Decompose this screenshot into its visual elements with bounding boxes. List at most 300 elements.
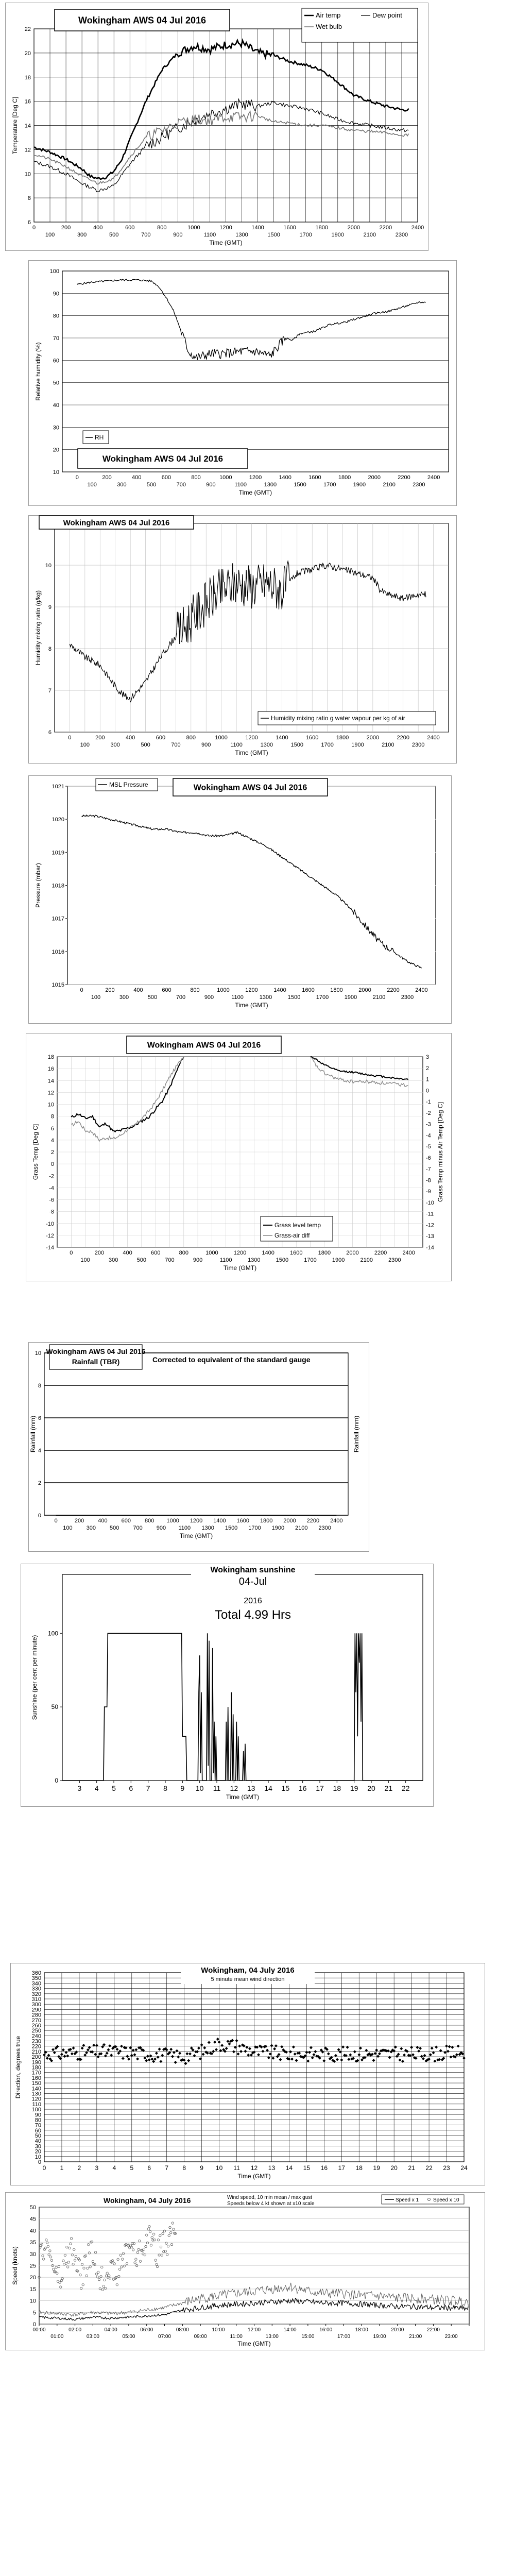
x-tick-label: 2300: [388, 1257, 401, 1263]
pressure-chart-panel: [28, 775, 452, 1024]
x-tick-label: 900: [156, 1525, 166, 1531]
y-tick-label: 250: [31, 2028, 41, 2035]
x-tick-label: 500: [109, 1525, 119, 1531]
x-tick-label: 1500: [290, 742, 304, 748]
x-axis-label: Time (GMT): [235, 749, 268, 756]
x-tick-label: 1500: [287, 994, 301, 1001]
x-tick-label: 2300: [411, 742, 425, 748]
y-axis-label: Rainfall (mm): [29, 1415, 37, 1453]
x-tick-label: 1700: [248, 1525, 261, 1531]
y-tick-label: 30: [29, 2251, 36, 2258]
x-tick-label: 2000: [366, 735, 380, 741]
grass-temp-chart: [26, 1033, 451, 1281]
x-axis-label: Time (GMT): [238, 489, 272, 496]
x-tick-label: 4: [112, 2164, 116, 2172]
y-tick-label: 100: [47, 1630, 58, 1637]
x-tick-label: 1800: [336, 735, 349, 741]
y-tick-label: 16: [24, 98, 31, 105]
x-tick-label: 1500: [276, 1257, 289, 1263]
x-tick-label: 14: [264, 1784, 272, 1792]
plot-frame: [44, 1353, 348, 1515]
chart-note: Speeds below 4 kt shown at x10 scale: [227, 2201, 315, 2207]
x-tick-label: 21: [408, 2164, 415, 2172]
x-tick-label: 200: [74, 1518, 84, 1524]
x-tick-label: 20:00: [391, 2327, 404, 2333]
x-tick-label: 100: [91, 994, 101, 1001]
x-tick-label: 19:00: [373, 2334, 386, 2340]
y-tick-label: 12: [24, 147, 31, 154]
y-tick-label: 25: [29, 2263, 36, 2269]
x-tick-label: 500: [141, 742, 150, 748]
x-tick-label: 1400: [273, 987, 286, 993]
plot-frame: [62, 1574, 423, 1781]
x-tick-label: 10: [195, 1784, 204, 1792]
y-tick-label: 270: [31, 2017, 41, 2024]
x-tick-label: 04:00: [104, 2327, 117, 2333]
chart-title: Wokingham AWS 04 Jul 2016: [193, 783, 307, 792]
x-tick-label: 2400: [427, 474, 440, 481]
x-tick-label: 1300: [248, 1257, 261, 1263]
y-tick-label: -6: [49, 1197, 54, 1204]
y2-tick-label: -1: [426, 1099, 431, 1106]
y-tick-label: 120: [31, 2096, 41, 2103]
y-tick-label: -4: [49, 1185, 54, 1192]
y-tick-label: 70: [35, 2122, 41, 2129]
x-tick-label: 1800: [318, 1250, 331, 1256]
x-tick-label: 1200: [245, 735, 258, 741]
rainfall-chart-panel: [28, 1342, 369, 1552]
x-axis-label: Time (GMT): [237, 2173, 271, 2180]
y-tick-label: 260: [31, 2022, 41, 2029]
x-tick-label: 9: [180, 1784, 185, 1792]
y-tick-label: 6: [27, 219, 31, 226]
y-tick-label: 40: [53, 402, 59, 409]
x-tick-label: 300: [86, 1525, 96, 1531]
y2-tick-label: -11: [426, 1211, 434, 1217]
x-tick-label: 00:00: [32, 2327, 46, 2333]
x-tick-label: 9: [200, 2164, 203, 2172]
x-tick-label: 1900: [351, 742, 364, 748]
x-axis-label: Time (GMT): [223, 1264, 257, 1272]
legend-label: Grass level temp: [274, 1222, 321, 1229]
x-tick-label: 22: [425, 2164, 433, 2172]
x-tick-label: 2100: [372, 994, 386, 1001]
y-tick-label: 4: [50, 1137, 54, 1144]
x-tick-label: 700: [171, 742, 181, 748]
x-tick-label: 500: [136, 1257, 147, 1263]
x-tick-label: 1600: [302, 987, 315, 993]
x-tick-label: 2200: [397, 735, 409, 741]
x-axis-label: Time (GMT): [226, 1793, 260, 1801]
x-tick-label: 2: [77, 2164, 81, 2172]
y-tick-label: 1017: [52, 916, 64, 922]
x-tick-label: 2000: [358, 987, 371, 993]
y-tick-label: 20: [35, 2148, 41, 2155]
x-tick-label: 1800: [338, 474, 351, 481]
legend-label: Grass-air diff: [274, 1232, 310, 1239]
x-tick-label: 1100: [234, 482, 247, 488]
x-tick-label: 8: [182, 2164, 186, 2172]
x-tick-label: 700: [176, 994, 186, 1001]
y-tick-label: 6: [50, 1125, 54, 1132]
y-tick-label: 0: [50, 1161, 54, 1168]
x-tick-label: 1600: [236, 1518, 250, 1524]
chart-title: Wokingham, 04 July 2016: [104, 2196, 191, 2205]
x-tick-label: 20: [390, 2164, 398, 2172]
x-tick-label: 2400: [330, 1518, 343, 1524]
y-tick-label: 110: [32, 2101, 41, 2108]
x-tick-label: 16: [320, 2164, 328, 2172]
x-tick-label: 600: [161, 474, 171, 481]
x-tick-label: 2100: [383, 482, 396, 488]
y-axis-label: Humidity mixing ratio (g/kg): [35, 590, 42, 666]
y2-tick-label: -6: [426, 1155, 431, 1161]
x-tick-label: 400: [98, 1518, 108, 1524]
y-tick-label: 100: [31, 2107, 41, 2113]
x-tick-label: 200: [61, 225, 71, 231]
x-tick-label: 2400: [415, 987, 428, 993]
x-tick-label: 100: [80, 1257, 90, 1263]
y-tick-label: 330: [31, 1986, 41, 1992]
x-tick-label: 03:00: [86, 2334, 99, 2340]
x-tick-label: 11: [233, 2164, 240, 2172]
x-tick-label: 600: [150, 1250, 161, 1256]
x-tick-label: 2200: [306, 1518, 320, 1524]
y-tick-label: 10: [53, 469, 59, 476]
y-tick-label: 1019: [52, 850, 64, 856]
x-tick-label: 12: [250, 2164, 258, 2172]
y-tick-label: 70: [53, 335, 59, 342]
x-tick-label: 12: [230, 1784, 238, 1792]
x-tick-label: 400: [93, 225, 103, 231]
x-tick-label: 1900: [344, 994, 357, 1001]
x-tick-label: 600: [121, 1518, 131, 1524]
x-tick-label: 2400: [411, 225, 424, 231]
x-tick-label: 300: [117, 482, 127, 488]
y-tick-label: 310: [31, 1996, 41, 2003]
y-tick-label: 210: [31, 2048, 41, 2055]
x-tick-label: 300: [119, 994, 129, 1001]
x-tick-label: 1100: [219, 1257, 232, 1263]
temperature-chart-panel: [5, 3, 428, 251]
y2-tick-label: -4: [426, 1132, 431, 1139]
y-axis-label: Relative humidity (%): [35, 342, 42, 401]
y-tick-label: 8: [48, 646, 52, 652]
y2-tick-label: 3: [426, 1054, 430, 1060]
x-tick-label: 2300: [395, 232, 408, 238]
x-tick-label: 0: [68, 735, 72, 741]
x-tick-label: 1000: [205, 1250, 218, 1256]
y-tick-label: 0: [38, 1513, 41, 1519]
year-label: 2016: [244, 1597, 262, 1605]
y-tick-label: 50: [29, 2205, 36, 2211]
x-tick-label: 1000: [219, 474, 232, 481]
y-tick-label: 90: [53, 291, 59, 297]
x-tick-label: 21:00: [409, 2334, 422, 2340]
x-tick-label: 2400: [402, 1250, 415, 1256]
x-tick-label: 1000: [217, 987, 230, 993]
x-tick-label: 400: [125, 735, 135, 741]
x-tick-label: 200: [94, 1250, 105, 1256]
x-tick-label: 300: [110, 742, 120, 748]
x-tick-label: 100: [87, 482, 97, 488]
x-tick-label: 1500: [267, 232, 280, 238]
y-tick-label: 290: [31, 2007, 41, 2013]
y2-tick-label: -7: [426, 1166, 431, 1173]
y-tick-label: 190: [31, 2059, 41, 2066]
x-tick-label: 2300: [401, 994, 414, 1001]
humidity-chart: [29, 261, 456, 505]
y-tick-label: -8: [49, 1209, 54, 1215]
y-tick-label: 200: [31, 2054, 41, 2061]
rainfall-chart: [29, 1343, 369, 1551]
y-tick-label: 10: [35, 2154, 41, 2160]
y-tick-label: 180: [31, 2064, 41, 2071]
x-tick-label: 1400: [262, 1250, 274, 1256]
humidity-chart-panel: [28, 260, 457, 506]
x-tick-label: 0: [80, 987, 83, 993]
y-tick-label: 360: [31, 1970, 41, 1976]
mixing-ratio-chart-panel: [28, 515, 457, 764]
x-tick-label: 21: [384, 1784, 393, 1792]
y-tick-label: 160: [31, 2075, 41, 2081]
y-tick-label: 1020: [52, 817, 64, 823]
y-tick-label: 140: [31, 2086, 41, 2092]
x-tick-label: 1600: [289, 1250, 303, 1256]
y-axis-label: Rainfall (mm): [353, 1415, 360, 1453]
x-tick-label: 900: [173, 232, 183, 238]
x-tick-label: 06:00: [140, 2327, 153, 2333]
x-tick-label: 1800: [315, 225, 328, 231]
y-tick-label: 6: [38, 1415, 41, 1421]
x-tick-label: 300: [77, 232, 87, 238]
y-tick-label: 20: [29, 2275, 36, 2281]
y2-tick-label: -2: [426, 1110, 431, 1116]
x-tick-label: 1300: [260, 742, 273, 748]
x-tick-label: 13:00: [265, 2334, 279, 2340]
x-tick-label: 800: [190, 987, 200, 993]
x-tick-label: 2100: [363, 232, 376, 238]
x-tick-label: 2200: [398, 474, 410, 481]
y2-tick-label: -13: [426, 1233, 434, 1240]
x-tick-label: 500: [109, 232, 119, 238]
y-tick-label: 50: [35, 2133, 41, 2140]
y-tick-label: 130: [31, 2091, 41, 2097]
legend-label: Air temp: [316, 11, 341, 19]
y-axis-label: Sunshine (per cent per minute): [31, 1635, 38, 1720]
y-tick-label: 220: [31, 2043, 41, 2050]
x-tick-label: 1600: [308, 474, 321, 481]
y-tick-label: 90: [35, 2112, 41, 2119]
y-tick-label: 14: [47, 1078, 54, 1084]
y-axis-label: Grass Temp [Deg C]: [32, 1124, 39, 1180]
x-tick-label: 900: [201, 742, 211, 748]
x-tick-label: 2100: [382, 742, 394, 748]
wind-direction-chart-panel: [10, 1963, 485, 2185]
y-tick-label: 230: [31, 2038, 41, 2045]
x-tick-label: 700: [141, 232, 151, 238]
x-tick-label: 2300: [413, 482, 425, 488]
y-tick-label: 12: [47, 1090, 54, 1096]
x-tick-label: 19: [350, 1784, 358, 1792]
x-tick-label: 700: [176, 482, 186, 488]
x-tick-label: 1700: [323, 482, 336, 488]
x-tick-label: 1400: [213, 1518, 226, 1524]
x-tick-label: 02:00: [68, 2327, 82, 2333]
y-tick-label: 10: [29, 2298, 36, 2304]
grass-temp-chart-panel: [26, 1033, 452, 1281]
y-tick-label: 2: [38, 1480, 41, 1486]
x-tick-label: 1600: [305, 735, 319, 741]
temperature-chart: [6, 3, 428, 250]
y-tick-label: 18: [24, 74, 31, 81]
legend-label: Speed x 10: [433, 2197, 459, 2203]
chart-title: Wokingham AWS 04 Jul 2016: [102, 454, 224, 464]
y-axis-label: Temperature [Deg C]: [11, 96, 19, 155]
y-tick-label: 240: [31, 2033, 41, 2040]
y-tick-label: 10: [47, 1101, 54, 1108]
x-tick-label: 2200: [379, 225, 392, 231]
sunshine-chart: [21, 1564, 433, 1806]
y-tick-label: 30: [35, 2143, 41, 2150]
y-tick-label: 60: [35, 2127, 41, 2134]
x-tick-label: 1700: [316, 994, 329, 1001]
y-tick-label: -14: [46, 1245, 54, 1251]
pressure-chart: [29, 776, 451, 1023]
chart-title: Wokingham AWS 04 Jul 2016: [63, 518, 170, 528]
y-tick-label: 60: [53, 358, 59, 364]
x-tick-label: 800: [179, 1250, 188, 1256]
x-tick-label: 1300: [201, 1525, 214, 1531]
x-tick-label: 2400: [427, 735, 440, 741]
x-tick-label: 0: [54, 1518, 58, 1524]
x-tick-label: 100: [80, 742, 90, 748]
y-tick-label: 2: [50, 1149, 54, 1156]
y-tick-label: 280: [31, 2012, 41, 2019]
x-tick-label: 800: [145, 1518, 154, 1524]
x-tick-label: 1100: [230, 742, 243, 748]
chart-subtitle: Rainfall (TBR): [72, 1358, 120, 1366]
x-axis-label: Time (GMT): [179, 1532, 213, 1539]
x-tick-label: 7: [165, 2164, 169, 2172]
x-tick-label: 18: [355, 2164, 363, 2172]
x-tick-label: 2200: [387, 987, 400, 993]
x-tick-label: 09:00: [194, 2334, 207, 2340]
x-tick-label: 6: [147, 2164, 151, 2172]
x-tick-label: 1000: [187, 225, 200, 231]
chart-title: Wokingham sunshine: [210, 1566, 296, 1574]
legend-label: MSL Pressure: [109, 781, 148, 788]
x-tick-label: 600: [156, 735, 166, 741]
x-tick-label: 07:00: [158, 2334, 171, 2340]
y-tick-label: 1018: [52, 883, 64, 889]
x-tick-label: 800: [191, 474, 201, 481]
x-tick-label: 1900: [271, 1525, 285, 1531]
chart-note: Wind speed, 10 min mean / max gust: [227, 2195, 313, 2200]
chart-subtitle: 5 minute mean wind direction: [211, 1976, 285, 1982]
y-tick-label: 8: [50, 1113, 54, 1120]
x-tick-label: 13: [268, 2164, 276, 2172]
chart-title: Wokingham AWS 04 Jul 2016: [46, 1347, 146, 1355]
x-tick-label: 200: [105, 987, 115, 993]
y2-tick-label: -8: [426, 1177, 431, 1184]
x-axis-label: Time (GMT): [237, 2340, 271, 2347]
y-tick-label: 20: [53, 447, 59, 453]
y-tick-label: 80: [53, 313, 59, 319]
y-tick-label: 0: [38, 2159, 41, 2165]
y-tick-label: 4: [38, 1448, 41, 1454]
x-tick-label: 0: [75, 474, 79, 481]
x-tick-label: 13: [247, 1784, 255, 1792]
x-tick-label: 05:00: [122, 2334, 135, 2340]
y2-tick-label: -5: [426, 1144, 431, 1150]
x-tick-label: 08:00: [176, 2327, 189, 2333]
x-tick-label: 900: [206, 482, 216, 488]
y-tick-label: 10: [45, 563, 52, 569]
x-tick-label: 1: [60, 2164, 64, 2172]
x-tick-label: 1300: [259, 994, 272, 1001]
x-tick-label: 7: [146, 1784, 150, 1792]
x-tick-label: 15:00: [301, 2334, 315, 2340]
x-tick-label: 400: [132, 474, 142, 481]
x-tick-label: 17:00: [337, 2334, 350, 2340]
chart-note: Corrected to equivalent of the standard gauge: [152, 1355, 311, 1364]
y-tick-label: 320: [31, 1991, 41, 1997]
plot-frame: [62, 271, 449, 472]
x-tick-label: 100: [45, 232, 55, 238]
wind-speed-chart: [6, 2193, 485, 2350]
y-tick-label: 14: [24, 123, 31, 129]
x-tick-label: 200: [95, 735, 105, 741]
y-tick-label: 350: [31, 1975, 41, 1982]
y-tick-label: 150: [31, 2080, 41, 2087]
x-tick-label: 400: [123, 1250, 132, 1256]
y-tick-label: 0: [55, 1777, 58, 1784]
y2-tick-label: -9: [426, 1189, 431, 1195]
x-tick-label: 12:00: [247, 2327, 261, 2333]
y-axis-label: Direction, degrees true: [14, 2036, 22, 2099]
x-axis-label: Time (GMT): [235, 1002, 268, 1009]
x-tick-label: 3: [77, 1784, 82, 1792]
x-tick-label: 1900: [331, 232, 345, 238]
x-tick-label: 1700: [321, 742, 334, 748]
x-tick-label: 2000: [347, 225, 360, 231]
x-tick-label: 1900: [353, 482, 366, 488]
y-tick-label: 0: [32, 2321, 36, 2328]
y-tick-label: 50: [53, 380, 59, 386]
y-tick-label: 9: [48, 604, 52, 611]
x-tick-label: 23: [443, 2164, 450, 2172]
y-tick-label: 8: [38, 1383, 41, 1389]
y-tick-label: 7: [48, 688, 52, 694]
y-tick-label: -12: [46, 1232, 54, 1239]
x-tick-label: 1300: [235, 232, 248, 238]
x-tick-label: 19: [373, 2164, 380, 2172]
x-tick-label: 1200: [249, 474, 262, 481]
date-label: 04-Jul: [238, 1576, 267, 1587]
y2-tick-label: -14: [426, 1245, 434, 1251]
x-tick-label: 1400: [251, 225, 264, 231]
legend-label: Dew point: [372, 11, 402, 19]
chart-title: Wokingham AWS 04 Jul 2016: [78, 15, 207, 26]
x-tick-label: 22:00: [426, 2327, 440, 2333]
x-tick-label: 16: [298, 1784, 307, 1792]
x-tick-label: 11:00: [230, 2334, 243, 2340]
x-tick-label: 100: [63, 1525, 73, 1531]
x-tick-label: 23:00: [444, 2334, 458, 2340]
legend-label: Humidity mixing ratio g water vapour per kg of air: [271, 715, 405, 722]
x-tick-label: 1500: [294, 482, 306, 488]
